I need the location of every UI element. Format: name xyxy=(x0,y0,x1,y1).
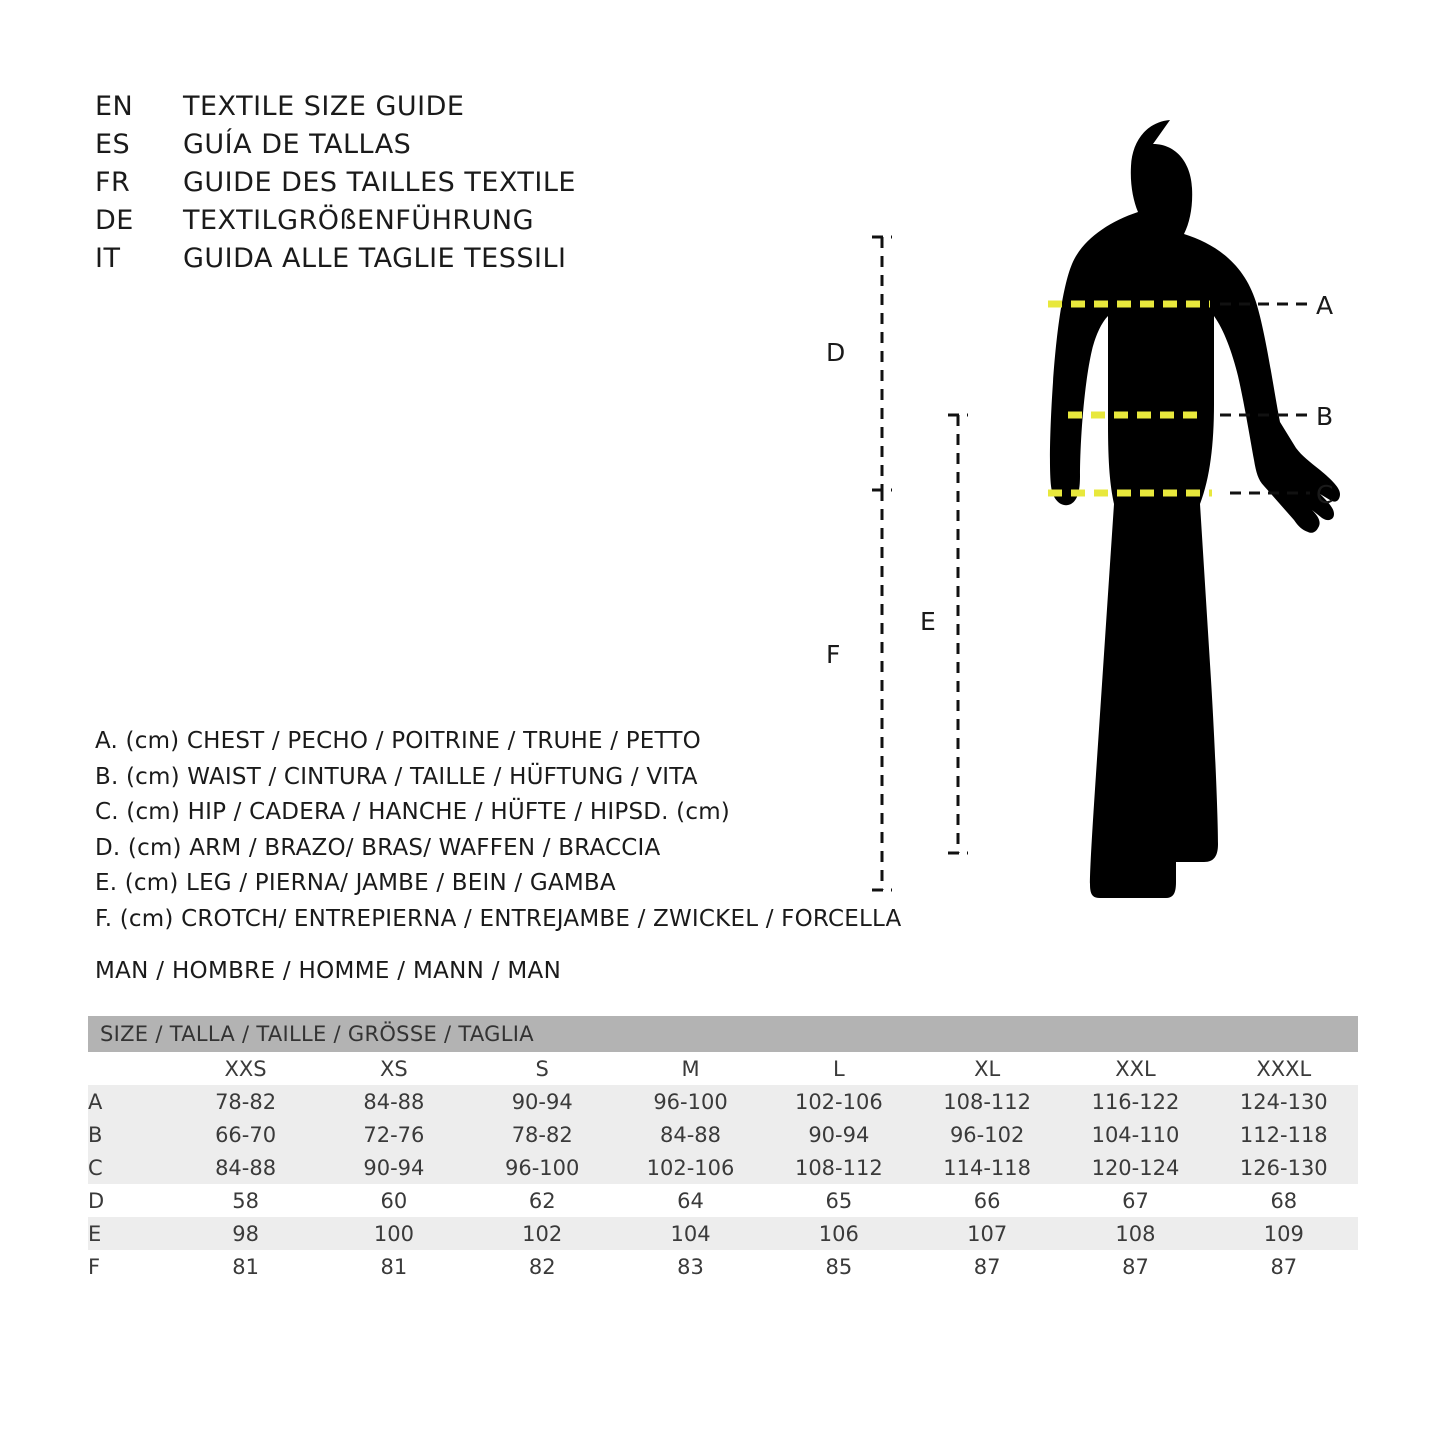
size-header-xxxl: XXXL xyxy=(1210,1052,1358,1085)
cell-a-s: 90-94 xyxy=(468,1085,616,1118)
cell-d-xxxl: 68 xyxy=(1210,1184,1358,1217)
size-header-xs: XS xyxy=(320,1052,468,1085)
cell-d-xxl: 67 xyxy=(1061,1184,1209,1217)
cell-a-l: 102-106 xyxy=(765,1085,913,1118)
marker-label-b: B xyxy=(1316,402,1334,431)
cell-c-xxl: 120-124 xyxy=(1061,1151,1209,1184)
cell-a-xxxl: 124-130 xyxy=(1210,1085,1358,1118)
cell-f-xl: 87 xyxy=(913,1250,1061,1283)
cell-b-xxl: 104-110 xyxy=(1061,1118,1209,1151)
cell-a-xl: 108-112 xyxy=(913,1085,1061,1118)
legend-item-f: F. (cm) CROTCH/ ENTREPIERNA / ENTREJAMBE / ZWICKEL / FORCELLA xyxy=(95,905,902,932)
cell-f-m: 83 xyxy=(616,1250,764,1283)
cell-d-m: 64 xyxy=(616,1184,764,1217)
cell-b-l: 90-94 xyxy=(765,1118,913,1151)
title-text-fr: GUIDE DES TAILLES TEXTILE xyxy=(183,167,576,198)
legend-item-c: C. (cm) HIP / CADERA / HANCHE / HÜFTE / HIPSD. (cm) xyxy=(95,799,730,825)
cell-d-s: 62 xyxy=(468,1184,616,1217)
measurement-legend xyxy=(95,724,901,937)
title-text-it: GUIDA ALLE TAGLIE TESSILI xyxy=(183,243,567,274)
cell-e-s: 102 xyxy=(468,1217,616,1250)
table-row xyxy=(88,1217,1358,1250)
table-row xyxy=(88,1118,1358,1151)
legend-item-b: B. (cm) WAIST / CINTURA / TAILLE / HÜFTUNG / VITA xyxy=(95,763,698,790)
row-label-c: C xyxy=(88,1151,171,1184)
title-lang-es: ES xyxy=(95,129,131,160)
size-header-s: S xyxy=(468,1052,616,1085)
row-label-f: F xyxy=(88,1250,171,1283)
sizes-row-corner xyxy=(88,1052,171,1085)
cell-f-l: 85 xyxy=(765,1250,913,1283)
gender-label: MAN / HOMBRE / HOMME / MANN / MAN xyxy=(95,958,562,984)
marker-label-e: E xyxy=(920,607,936,636)
size-header-l: L xyxy=(765,1052,913,1085)
cell-a-m: 96-100 xyxy=(616,1085,764,1118)
cell-b-xl: 96-102 xyxy=(913,1118,1061,1151)
cell-f-xxs: 81 xyxy=(171,1250,319,1283)
arm-bracket xyxy=(872,237,892,490)
title-row-en xyxy=(95,88,576,126)
row-label-e: E xyxy=(88,1217,171,1250)
cell-c-m: 102-106 xyxy=(616,1151,764,1184)
title-lang-de: DE xyxy=(95,205,134,236)
title-text-de: TEXTILGRÖßENFÜHRUNG xyxy=(183,205,535,236)
man-silhouette-icon xyxy=(1050,120,1340,898)
cell-e-xxl: 108 xyxy=(1061,1217,1209,1250)
cell-d-l: 65 xyxy=(765,1184,913,1217)
row-label-a: A xyxy=(88,1085,171,1118)
cell-e-l: 106 xyxy=(765,1217,913,1250)
cell-b-xs: 72-76 xyxy=(320,1118,468,1151)
cell-c-xxs: 84-88 xyxy=(171,1151,319,1184)
cell-e-xxs: 98 xyxy=(171,1217,319,1250)
cell-a-xxl: 116-122 xyxy=(1061,1085,1209,1118)
cell-b-xxxl: 112-118 xyxy=(1210,1118,1358,1151)
cell-f-xxl: 87 xyxy=(1061,1250,1209,1283)
title-row-es xyxy=(95,126,576,164)
title-block xyxy=(95,88,576,278)
table-row xyxy=(88,1151,1358,1184)
size-header-xl: XL xyxy=(913,1052,1061,1085)
size-header-xxs: XXS xyxy=(171,1052,319,1085)
cell-e-m: 104 xyxy=(616,1217,764,1250)
marker-label-d: D xyxy=(826,338,846,367)
cell-f-s: 82 xyxy=(468,1250,616,1283)
cell-c-xs: 90-94 xyxy=(320,1151,468,1184)
row-label-d: D xyxy=(88,1184,171,1217)
table-row xyxy=(88,1250,1358,1283)
table-header-bar xyxy=(88,1016,1358,1052)
cell-f-xs: 81 xyxy=(320,1250,468,1283)
table-row xyxy=(88,1085,1358,1118)
marker-label-a: A xyxy=(1316,291,1334,320)
cell-b-xxs: 66-70 xyxy=(171,1118,319,1151)
title-text-en: TEXTILE SIZE GUIDE xyxy=(183,91,465,122)
row-label-b: B xyxy=(88,1118,171,1151)
table-sizes-row xyxy=(88,1052,1358,1085)
title-lang-fr: FR xyxy=(95,167,131,198)
table-row xyxy=(88,1184,1358,1217)
size-header-xxl: XXL xyxy=(1061,1052,1209,1085)
cell-b-m: 84-88 xyxy=(616,1118,764,1151)
cell-e-xl: 107 xyxy=(913,1217,1061,1250)
cell-f-xxxl: 87 xyxy=(1210,1250,1358,1283)
cell-d-xl: 66 xyxy=(913,1184,1061,1217)
body-diagram xyxy=(800,60,1420,960)
title-lang-it: IT xyxy=(95,243,121,274)
size-header-m: M xyxy=(616,1052,764,1085)
cell-d-xs: 60 xyxy=(320,1184,468,1217)
title-row-de xyxy=(95,202,576,240)
silhouette-svg xyxy=(800,60,1420,960)
cell-a-xxs: 78-82 xyxy=(171,1085,319,1118)
cell-b-s: 78-82 xyxy=(468,1118,616,1151)
title-text-es: GUÍA DE TALLAS xyxy=(183,129,412,160)
marker-label-f: F xyxy=(826,640,841,669)
legend-item-d: D. (cm) ARM / BRAZO/ BRAS/ WAFFEN / BRACCIA xyxy=(95,834,661,861)
cell-d-xxs: 58 xyxy=(171,1184,319,1217)
title-row-it xyxy=(95,240,576,278)
legend-item-a: A. (cm) CHEST / PECHO / POITRINE / TRUHE / PETTO xyxy=(95,728,701,754)
title-row-fr xyxy=(95,164,576,202)
cell-e-xxxl: 109 xyxy=(1210,1217,1358,1250)
size-table xyxy=(88,1016,1358,1283)
marker-label-c: C xyxy=(1316,480,1334,509)
crotch-bracket xyxy=(872,490,892,890)
leg-bracket xyxy=(948,415,968,853)
title-lang-en: EN xyxy=(95,91,134,122)
table-header-label: SIZE / TALLA / TAILLE / GRÖSSE / TAGLIA xyxy=(88,1016,1358,1052)
cell-c-s: 96-100 xyxy=(468,1151,616,1184)
cell-a-xs: 84-88 xyxy=(320,1085,468,1118)
cell-e-xs: 100 xyxy=(320,1217,468,1250)
cell-c-xl: 114-118 xyxy=(913,1151,1061,1184)
cell-c-l: 108-112 xyxy=(765,1151,913,1184)
legend-item-e: E. (cm) LEG / PIERNA/ JAMBE / BEIN / GAMBA xyxy=(95,870,616,896)
cell-c-xxxl: 126-130 xyxy=(1210,1151,1358,1184)
